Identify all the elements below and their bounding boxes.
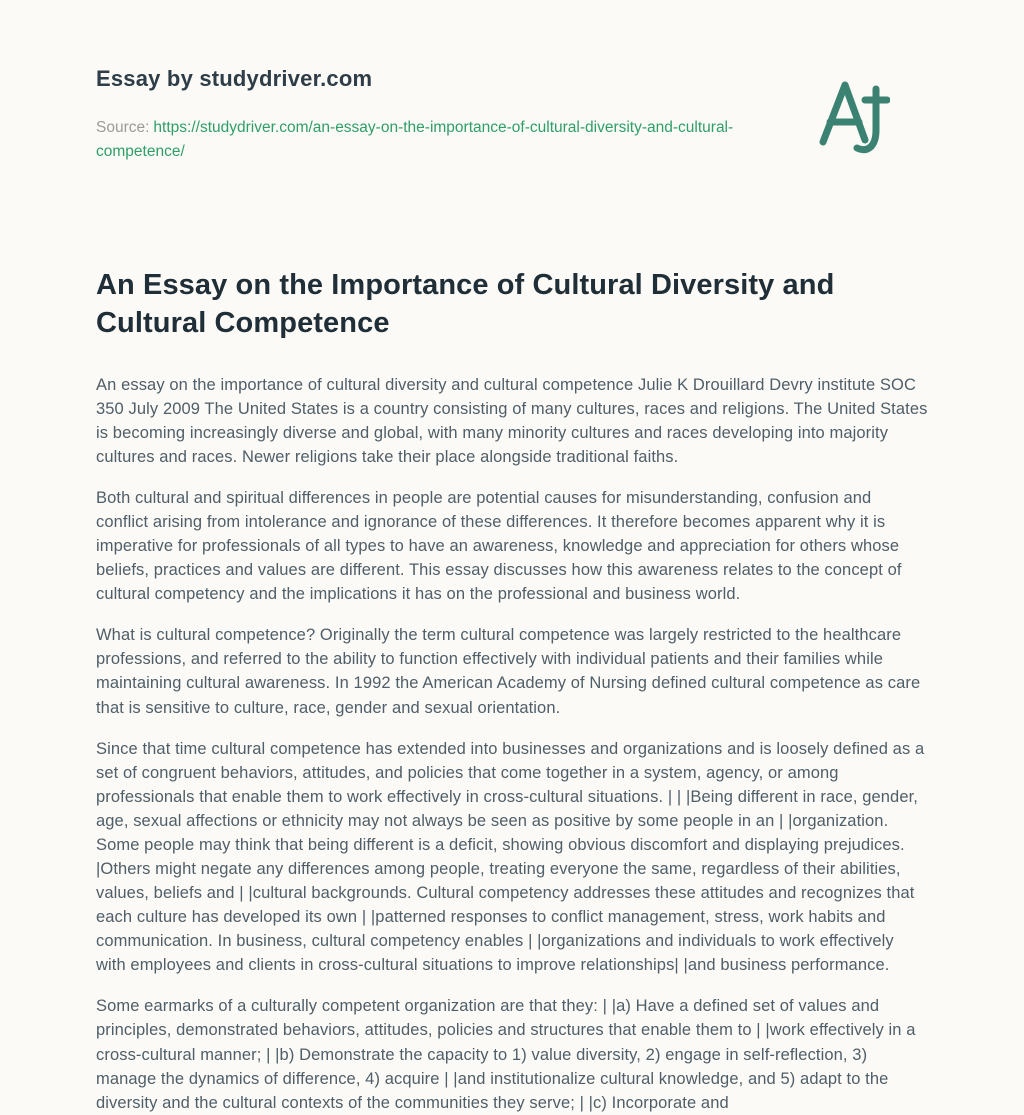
- essay-paragraph: An essay on the importance of cultural diversity and cultural competence Julie K Drouillard Devry institute SOC 350 July 2009 The United States is a country consisting of many cultures, races and religions. The United States is becoming increasingly diverse and global, with many minority cultures and races developing into majority cultures and races. Newer religions take their place alongside traditional faiths.: [96, 375, 928, 466]
- essay-paragraph: What is cultural competence? Originally the term cultural competence was largely restricted to the healthcare professions, and referred to the ability to function effectively with individual patients and their families while maintaining cultural awareness. In 1992 the American Academy of Nursing defined cultural competence as care that is sensitive to culture, race, gender and sexual orientation.: [96, 626, 921, 717]
- essay-paragraph: Both cultural and spiritual differences in people are potential causes for misunderstanding, confusion and conflict arising from intolerance and ignorance of these differences. It therefore becomes apparent why it is imperative for professionals of all types to have an awareness, knowledge and appreciation for others whose beliefs, practices and values are different. This essay discusses how this awareness relates to the concept of cultural competency and the implications it has on the professional and business world.: [96, 488, 902, 604]
- source-url-link[interactable]: https://studydriver.com/an-essay-on-the-importance-of-cultural-diversity-and-cultural-competence/: [96, 119, 734, 161]
- essay-paragraph: Some earmarks of a culturally competent organization are that they: | |a) Have a defined set of values and principles, demonstrated behaviors, attitudes, policies and structures that enable them to | |work effectively in a cross-cultural manner; | |b) Demonstrate the capacity to 1) value diversity, 2) engage in self-reflection, 3) manage the dynamics of difference, 4) acquire | |and institutionalize cultural knowledge, and 5) adapt to the diversity and the cultural contexts of the communities they serve; | |c) Incorporate and: [96, 997, 916, 1112]
- studydriver-logo-icon: [818, 76, 890, 164]
- essay-paragraph: Since that time cultural competence has extended into businesses and organizations and is loosely defined as a set of congruent behaviors, attitudes, and policies that come together in a system, agency, or among professionals that enable them to work effectively in cross-cultural situations. | | |Being different in race, gender, age, sexual affections or ethnicity may not always be seen as positive by some people in an | |organization. Some people may think that being different is a deficit, showing obvious discomfort and displaying prejudices. |Others might negate any differences among people, treating everyone the same, regardless of their abilities, values, beliefs and | |cultural backgrounds. Cultural competency addresses these attitudes and recognizes that each culture has developed its own | |patterned responses to conflict management, stress, work habits and communication. In business, cultural competency enables | |organizations and individuals to work effectively with employees and clients in cross-cultural situations to improve relationships| |and business performance.: [96, 739, 925, 975]
- source-row: [96, 116, 768, 164]
- essay-byline: Essay by studydriver.com: [96, 66, 373, 91]
- article-body: [96, 373, 928, 1115]
- article-title: An Essay on the Importance of Cultural Diversity and Cultural Competence: [96, 269, 835, 340]
- source-label: Source:: [96, 119, 150, 136]
